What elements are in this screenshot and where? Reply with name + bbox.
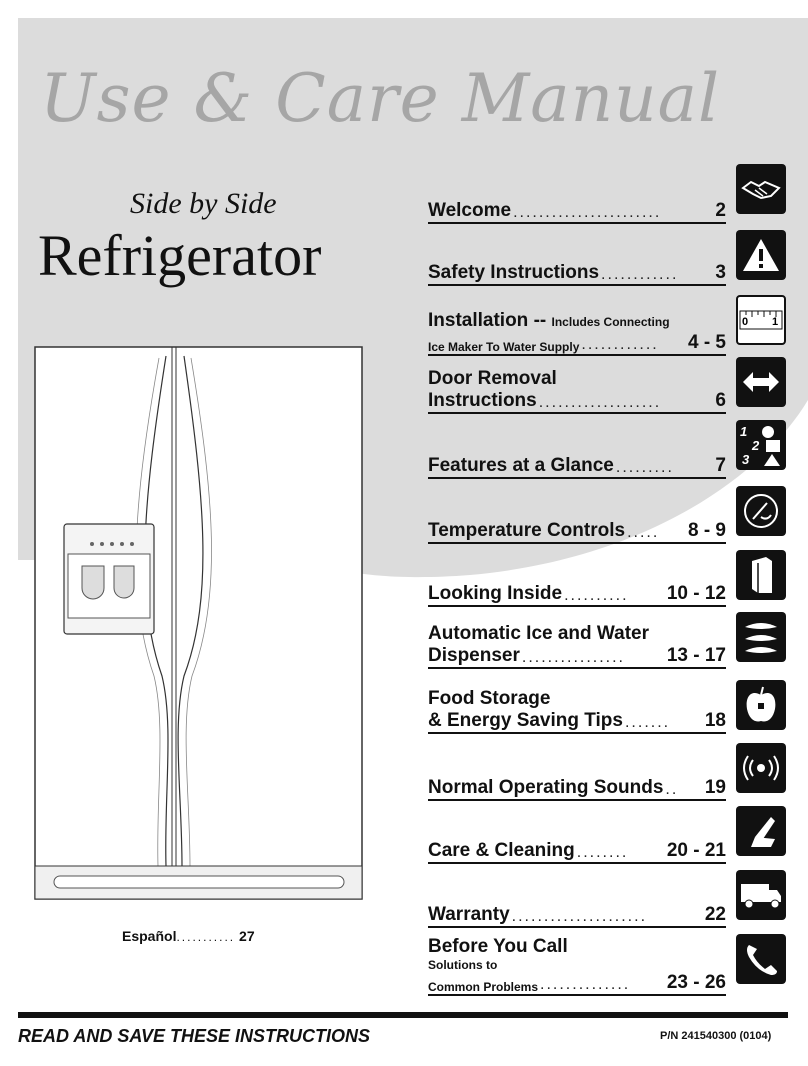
toc-dots: ............ xyxy=(601,266,679,283)
toc-dots: ................ xyxy=(521,649,625,666)
toc-entry-warranty[interactable] xyxy=(428,904,726,928)
toc-label-line2: & Energy Saving Tips xyxy=(428,710,623,731)
toc-page: 13 - 17 xyxy=(666,645,726,666)
toc-page: 2 xyxy=(715,200,726,221)
ruler-label-right: 1 xyxy=(772,316,779,328)
toc-dots: ......... xyxy=(615,459,674,476)
espanol-page: 27 xyxy=(239,928,255,944)
espanol-entry[interactable] xyxy=(122,928,255,944)
toc-label: Installation -- xyxy=(428,310,547,331)
double-arrow-icon xyxy=(736,357,786,407)
toc-dots: ..... xyxy=(627,524,660,541)
toc-dots: ........ xyxy=(576,844,629,861)
toc-label: Normal Operating Sounds xyxy=(428,777,664,798)
toc-label: Before You Call xyxy=(428,936,568,957)
toc-label-note: Includes Connecting xyxy=(551,315,670,329)
toc-label: Door Removal xyxy=(428,368,557,389)
toc-entry-temperature[interactable] xyxy=(428,520,726,544)
toc-page: 22 xyxy=(704,904,726,925)
toc-entry-installation[interactable] xyxy=(428,310,726,356)
toc-note: Solutions to xyxy=(428,958,498,972)
toc-label-line2: Dispenser xyxy=(428,645,520,666)
ice-cubes-icon xyxy=(736,612,786,662)
toc-entry-welcome[interactable] xyxy=(428,200,726,224)
shapes-123-icon xyxy=(736,420,786,470)
toc-entry-food-storage[interactable] xyxy=(428,688,726,734)
dial-hand-icon xyxy=(736,486,786,536)
toc-label: Welcome xyxy=(428,200,512,221)
part-number: P/N 241540300 (0104) xyxy=(660,1030,772,1042)
cleaning-hand-icon xyxy=(736,806,786,856)
toc-entry-features[interactable] xyxy=(428,455,726,479)
toc-dots: .......... xyxy=(564,587,629,604)
toc-label: Temperature Controls xyxy=(428,520,626,541)
toc-dots: .. xyxy=(665,781,679,798)
toc-page: 6 xyxy=(715,390,726,411)
apple-icon xyxy=(736,680,786,730)
toc-dots: ............ xyxy=(581,336,659,353)
toc-entry-door-removal[interactable] xyxy=(428,368,726,414)
sound-waves-icon xyxy=(736,743,786,793)
toc-label: Food Storage xyxy=(428,688,551,709)
toc-entry-safety[interactable] xyxy=(428,262,726,286)
toc-entry-care-cleaning[interactable] xyxy=(428,840,726,864)
toc-dots: ..................... xyxy=(511,908,648,925)
footer-instructions: READ AND SAVE THESE INSTRUCTIONS xyxy=(18,1026,371,1046)
toc-label: Automatic Ice and Water xyxy=(428,623,650,644)
toc-page: 3 xyxy=(715,262,726,283)
toc-dots: ....................... xyxy=(513,204,662,221)
toc-dots: .............. xyxy=(540,976,631,993)
toc-entry-looking-inside[interactable] xyxy=(428,583,726,607)
toc-label: Care & Cleaning xyxy=(428,840,575,861)
espanol-dots: ........... xyxy=(176,930,236,944)
truck-icon xyxy=(736,870,786,920)
toc-label: Looking Inside xyxy=(428,583,563,604)
ruler-icon xyxy=(736,295,786,345)
fridge-icon xyxy=(736,550,786,600)
toc-page: 10 - 12 xyxy=(666,583,726,604)
icon-number-2: 2 xyxy=(752,438,760,453)
warning-icon xyxy=(736,230,786,280)
phone-icon xyxy=(736,934,786,984)
toc-label: Features at a Glance xyxy=(428,455,614,476)
ruler-label-left: 0 xyxy=(742,316,749,328)
toc-label: Safety Instructions xyxy=(428,262,600,283)
espanol-label: Español xyxy=(122,928,177,944)
icon-number-1: 1 xyxy=(740,424,748,439)
toc-page: 19 xyxy=(704,777,726,798)
handshake-icon xyxy=(736,164,786,214)
toc-page: 8 - 9 xyxy=(687,520,726,541)
icon-number-3: 3 xyxy=(742,452,750,467)
toc-label-line2: Ice Maker To Water Supply xyxy=(428,340,580,354)
toc-page: 4 - 5 xyxy=(687,332,726,353)
toc-page: 18 xyxy=(704,710,726,731)
product-title: Refrigerator xyxy=(38,223,322,288)
toc-label-line2: Instructions xyxy=(428,390,537,411)
toc-entry-dispenser[interactable] xyxy=(428,623,726,669)
footer-rule xyxy=(18,1012,788,1018)
refrigerator-illustration xyxy=(34,346,364,901)
toc-label: Warranty xyxy=(428,904,510,925)
toc-page: 20 - 21 xyxy=(666,840,726,861)
toc-entry-sounds[interactable] xyxy=(428,777,726,801)
toc-page: 7 xyxy=(715,455,726,476)
toc-dots: ....... xyxy=(624,714,671,731)
toc-label-line2: Common Problems xyxy=(428,980,539,994)
toc-page: 23 - 26 xyxy=(666,972,726,993)
product-subtitle: Side by Side xyxy=(130,187,277,220)
toc-dots: ................... xyxy=(538,394,662,411)
toc-entry-before-you-call[interactable] xyxy=(428,936,726,996)
manual-title: Use & Care Manual xyxy=(40,60,721,137)
